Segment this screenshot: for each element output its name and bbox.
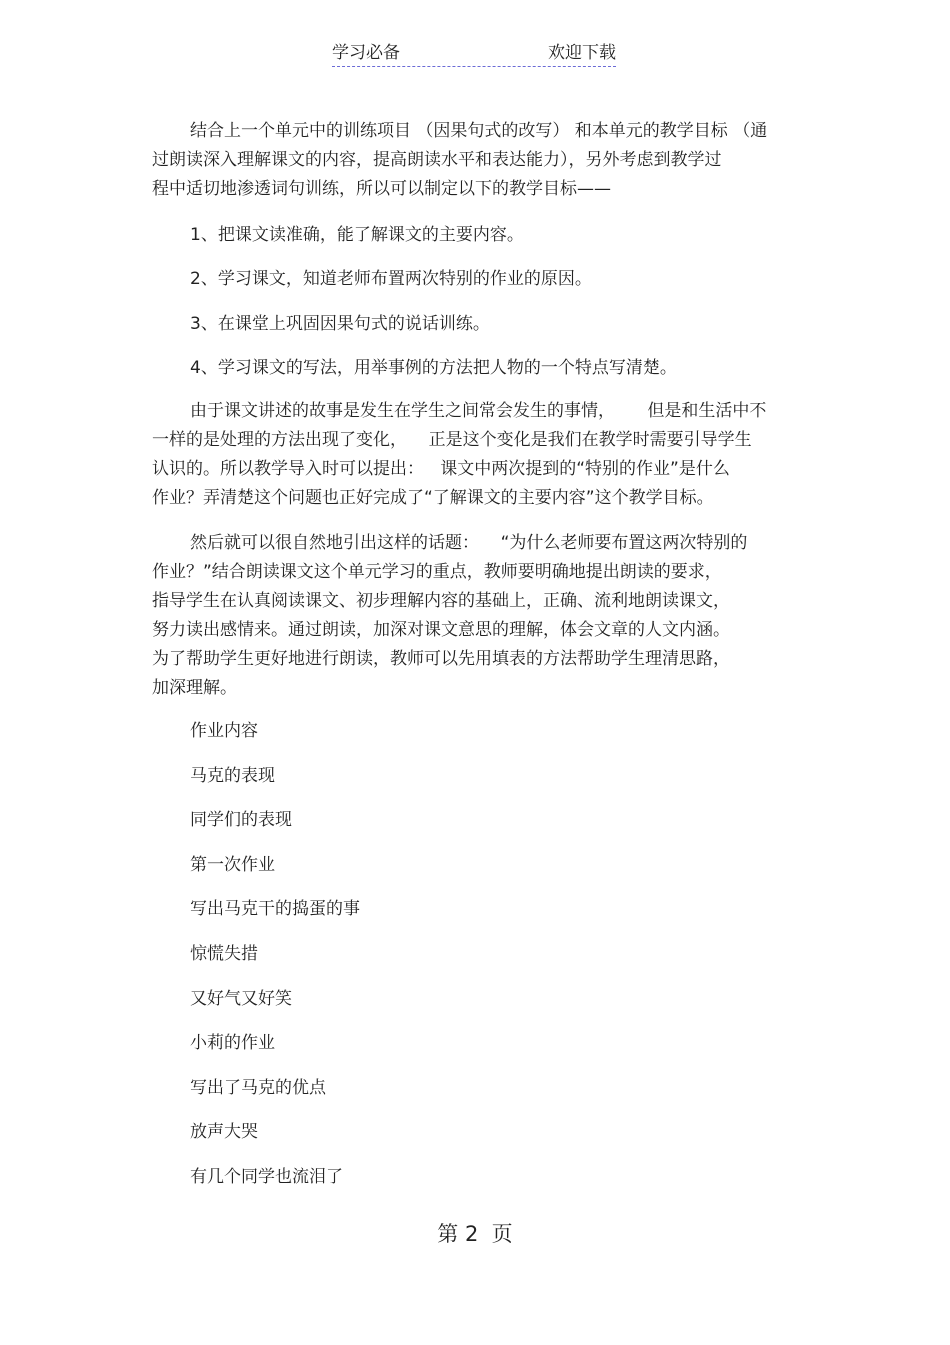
goal-item: 1、把课文读准确，能了解课文的主要内容。 — [190, 225, 524, 245]
paragraph-line: 为了帮助学生更好地进行朗读，教师可以先用填表的方法帮助学生理清思路， — [152, 649, 730, 669]
table-item: 作业内容 — [190, 721, 258, 741]
header-left-text: 学习必备 — [332, 43, 400, 63]
intro-paragraph — [152, 117, 802, 204]
table-item: 有几个同学也流泪了 — [190, 1167, 343, 1187]
paragraph-line: 一样的是处理的方法出现了变化， 正是这个变化是我们在教学时需要引导学生 — [152, 430, 752, 450]
table-item: 又好气又好笑 — [190, 989, 292, 1009]
table-item: 马克的表现 — [190, 766, 275, 786]
table-item: 放声大哭 — [190, 1122, 258, 1142]
goal-item: 4、学习课文的写法，用举事例的方法把人物的一个特点写清楚。 — [190, 358, 677, 378]
page-header — [332, 42, 616, 67]
table-item: 写出了马克的优点 — [190, 1078, 326, 1098]
table-item: 写出马克干的捣蛋的事 — [190, 899, 360, 919]
paragraph-line: 作业？弄清楚这个问题也正好完成了“了解课文的主要内容”这个教学目标。 — [152, 488, 714, 508]
goal-item: 2、学习课文，知道老师布置两次特别的作业的原因。 — [190, 269, 592, 289]
table-item: 惊慌失措 — [190, 944, 258, 964]
paragraph-line: 加深理解。 — [152, 678, 237, 698]
header-right-text: 欢迎下载 — [548, 43, 616, 63]
table-item: 第一次作业 — [190, 855, 275, 875]
table-item: 小莉的作业 — [190, 1033, 275, 1053]
table-item: 同学们的表现 — [190, 810, 292, 830]
paragraph-line: 然后就可以很自然地引出这样的话题： “为什么老师要布置这两次特别的 — [190, 533, 748, 553]
analysis-paragraph — [152, 397, 802, 513]
reading-paragraph — [152, 529, 802, 703]
paragraph-line: 努力读出感情来。通过朗读，加深对课文意思的理解，体会文章的人文内涵。 — [152, 620, 730, 640]
paragraph-line: 结合上一个单元中的训练项目 （因果句式的改写） 和本单元的教学目标 （通 — [190, 121, 768, 141]
paragraph-line: 认识的。所以教学导入时可以提出： 课文中两次提到的“特别的作业”是什么 — [152, 459, 730, 479]
page-number: 第 2 页 — [437, 1222, 513, 1246]
paragraph-line: 过朗读深入理解课文的内容，提高朗读水平和表达能力），另外考虑到教学过 — [152, 150, 722, 170]
paragraph-line: 程中适切地渗透词句训练，所以可以制定以下的教学目标—— — [152, 179, 611, 199]
paragraph-line: 指导学生在认真阅读课文、初步理解内容的基础上，正确、流利地朗读课文， — [152, 591, 730, 611]
paragraph-line: 由于课文讲述的故事是发生在学生之间常会发生的事情， 但是和生活中不 — [190, 401, 767, 421]
paragraph-line: 作业？”结合朗读课文这个单元学习的重点，教师要明确地提出朗读的要求， — [152, 562, 722, 582]
goal-item: 3、在课堂上巩固因果句式的说话训练。 — [190, 314, 490, 334]
